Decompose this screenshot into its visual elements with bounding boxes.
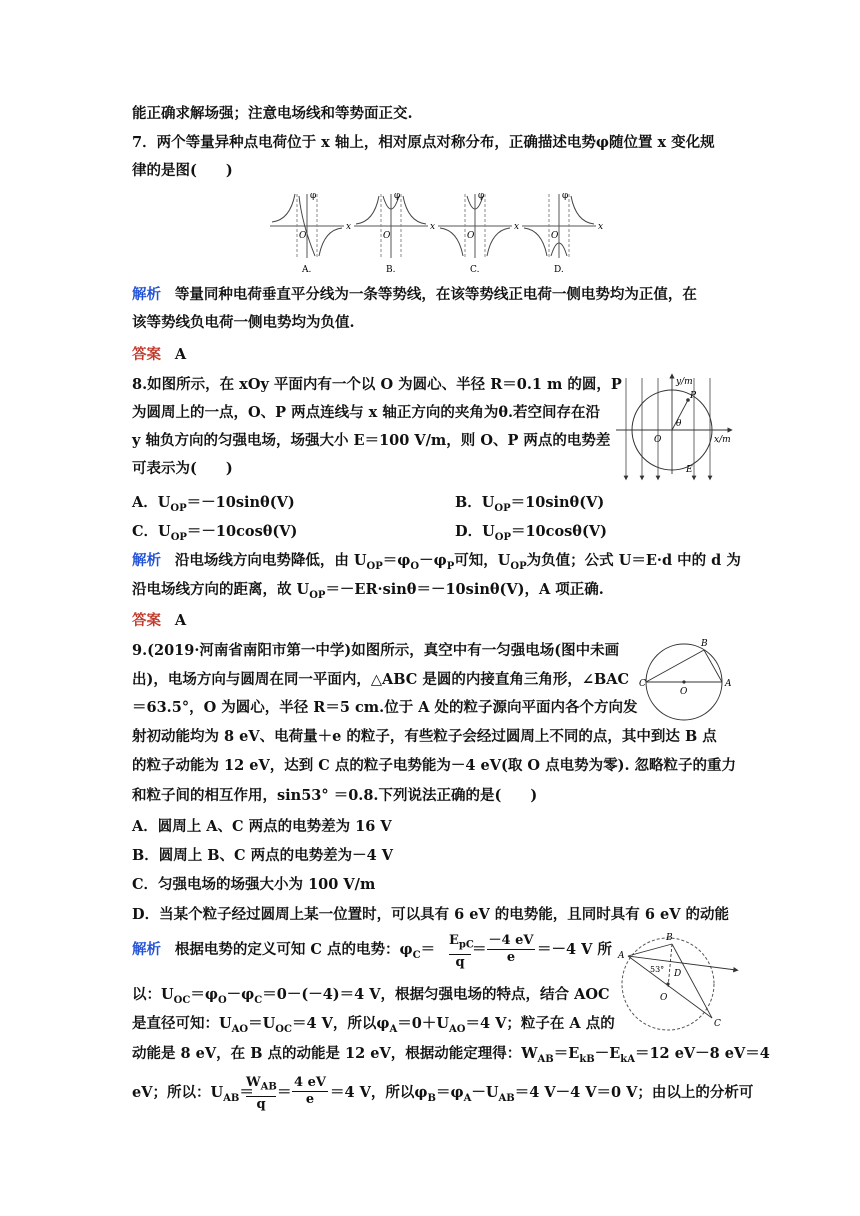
eq-sign: ＝ [472, 941, 487, 958]
fig-label-a: A. [302, 265, 312, 275]
q9-analysis-line2: 以：$U_{OC}=\varphi_O-\varphi_C=0-(-4)=4$ V，根据匀强电场的特点，结合 AOC [132, 986, 610, 1006]
axis-x-label: x [598, 222, 604, 232]
q9-analysis-line3: 是直径可知：$U_{AO}=U_{OC}=4$ V，所以$\varphi_A=0+U_{AO}=4$ V；粒子在 A 点的 [132, 1015, 615, 1035]
origin-label: O [383, 231, 391, 241]
q9-stem-line3: ＝63.5°，O 为圆心，半径 R＝5 cm.位于 A 处的粒子源向平面内各个方向发 [132, 699, 638, 716]
point-c-label: C [714, 1019, 721, 1029]
q7-answer: 答案 A [132, 346, 187, 363]
answer-label: 答案 [132, 612, 161, 629]
point-b-label: B [701, 639, 708, 649]
q9-option-d[interactable]: D．当某个粒子经过圆周上某一位置时，可以具有 6 eV 的电势能，且同时具有 6 eV 的动能 [132, 906, 729, 923]
point-p-label: P [690, 391, 697, 401]
q8-stem-line2: 为圆周上的一点，O、P 两点连线与 x 轴正方向的夹角为θ.若空间存在沿 [132, 404, 601, 421]
q9-stem-line5: 的粒子动能为 12 eV，达到 C 点的粒子电势能为－4 eV(取 O 点电势为零). 忽略粒子的重力 [132, 757, 737, 774]
origin-label: O [467, 231, 475, 241]
q9-stem-line1: 9.(2019·河南省南阳市第一中学)如图所示，真空中有一匀强电场(图中未画 [132, 642, 620, 659]
fig-label-b: B. [386, 265, 396, 275]
fig-label-d: D. [554, 265, 564, 275]
q8-answer: 答案 A [132, 612, 187, 629]
axis-x-label: x [430, 222, 436, 232]
analysis-label: 解析 [132, 941, 161, 958]
q9-figure [640, 630, 740, 726]
axis-x-label: x [514, 222, 520, 232]
eq-sign: ＝ [277, 1084, 292, 1101]
point-d-label: D [674, 969, 682, 979]
q8-option-d[interactable]: D．$U_{OP}=10\cos\theta(V)$ [455, 523, 607, 543]
q9-stem-line4: 射初动能均为 8 eV、电荷量＋e 的粒子，有些粒子会经过圆周上不同的点，其中到达 B 点 [132, 728, 717, 745]
origin-label: O [660, 993, 668, 1003]
q9-option-c[interactable]: C．匀强电场的场强大小为 100 V/m [132, 876, 376, 893]
q8-stem-line1: 8.如图所示，在 xOy 平面内有一个以 O 为圆心、半径 R＝0.1 m 的圆，P [132, 376, 622, 393]
q7-analysis-line2: 该等势线负电荷一侧电势均为负值. [132, 314, 355, 331]
q8-figure [612, 370, 740, 482]
q7-analysis-line1: 解析 等量同种电荷垂直平分线为一条等势线，在该等势线正电荷一侧电势均为正值，在 [132, 286, 697, 303]
fraction-wab-q: $W_{AB}$ q [246, 1075, 277, 1112]
q9-option-b[interactable]: B．圆周上 B、C 两点的电势差为－4 V [132, 847, 394, 864]
q9-analysis-line1: 解析 根据电势的定义可知 C 点的电势：$\varphi_C=$ [132, 941, 436, 961]
q9-analysis-figure [614, 926, 740, 1038]
analysis-label: 解析 [132, 552, 161, 569]
answer-label: 答案 [132, 346, 161, 363]
axis-phi-label: φ [310, 191, 317, 201]
point-a-label: A [618, 951, 625, 961]
q8-analysis-line2: 沿电场线方向的距离，故 $U_{OP}=-ER\cdot\sin\theta=-10\sin\theta(V)$，A 项正确. [132, 581, 604, 601]
q9-analysis-line5-end: ＝4 V，所以$\varphi_B=\varphi_A-U_{AB}=4$ V－4 V＝0 V；由以上的分析可 [330, 1084, 754, 1104]
axis-x-label: x [346, 222, 352, 232]
origin-label: O [680, 687, 688, 697]
q7-stem-line2: 律的是图( ) [132, 162, 233, 179]
axis-phi-label: φ [478, 191, 485, 201]
q7-figure-c [438, 191, 519, 275]
origin-label: O [654, 435, 662, 445]
q9-stem-line2: 出)，电场方向与圆周在同一平面内，△ABC 是圆的内接直角三角形，∠BAC [132, 671, 630, 688]
fig-label-c: C. [470, 265, 480, 275]
continued-text: 能正确求解场强；注意电场线和等势面正交. [132, 105, 413, 122]
q8-stem-line3: y 轴负方向的匀强电场，场强大小 E＝100 V/m，则 O、P 两点的电势差 [132, 432, 611, 449]
fraction-4ev-e: －4 eV e [488, 933, 534, 965]
q8-option-c[interactable]: C．$U_{OP}=-10\cos\theta(V)$ [132, 523, 298, 543]
point-b-label: B [666, 933, 673, 943]
q7-figure-b [354, 191, 435, 275]
q9-option-a[interactable]: A．圆周上 A、C 两点的电势差为 16 V [132, 818, 392, 835]
axis-phi-label: φ [562, 191, 569, 201]
axis-x-label: x/m [714, 435, 731, 445]
q9-stem-line6: 和粒子间的相互作用，sin53° ＝0.8.下列说法正确的是( ) [132, 787, 538, 804]
theta-label: θ [676, 419, 682, 429]
q7-figure-a [270, 191, 351, 275]
q7-figures [262, 188, 612, 276]
origin-label: O [551, 231, 559, 241]
q8-option-a[interactable]: A．$U_{OP}=-10\sin\theta(V)$ [132, 494, 295, 514]
q7-figure-d [522, 191, 603, 275]
fraction-4ev-e-2: 4 eV e [292, 1075, 328, 1108]
axis-y-label: y/m [676, 377, 693, 387]
analysis-label: 解析 [132, 286, 161, 303]
point-a-label: A [725, 679, 732, 689]
q8-analysis-line1: 解析 沿电场线方向电势降低，由 $U_{OP}=\varphi_O-\varphi_P$可知，$U_{OP}$为负值；公式 U＝E·d 中的 d 为 [132, 552, 741, 572]
origin-label: O [299, 231, 307, 241]
q9-analysis-line4: 动能是 8 eV，在 B 点的动能是 12 eV，根据动能定理得：$W_{AB}=E_{kB}-E_{kA}=12$ eV－8 eV＝4 [132, 1045, 770, 1065]
angle-label: 53° [650, 965, 665, 974]
axis-phi-label: φ [394, 191, 401, 201]
q7-stem-line1: 7．两个等量异种点电荷位于 x 轴上，相对原点对称分布，正确描述电势φ随位置 x 变化规 [132, 134, 715, 151]
field-e-label: E [686, 465, 693, 475]
fraction-epc-q: $E_{pC}$ q [449, 933, 474, 970]
q8-option-b[interactable]: B．$U_{OP}=10\sin\theta(V)$ [455, 494, 605, 514]
q8-stem-line4: 可表示为( ) [132, 460, 233, 477]
point-c-label: C [639, 679, 646, 689]
q9-analysis-line5-start: eV；所以：$U_{AB}=$ [132, 1084, 254, 1104]
q9-analysis-line1-end: ＝－4 V 所 [537, 941, 612, 958]
